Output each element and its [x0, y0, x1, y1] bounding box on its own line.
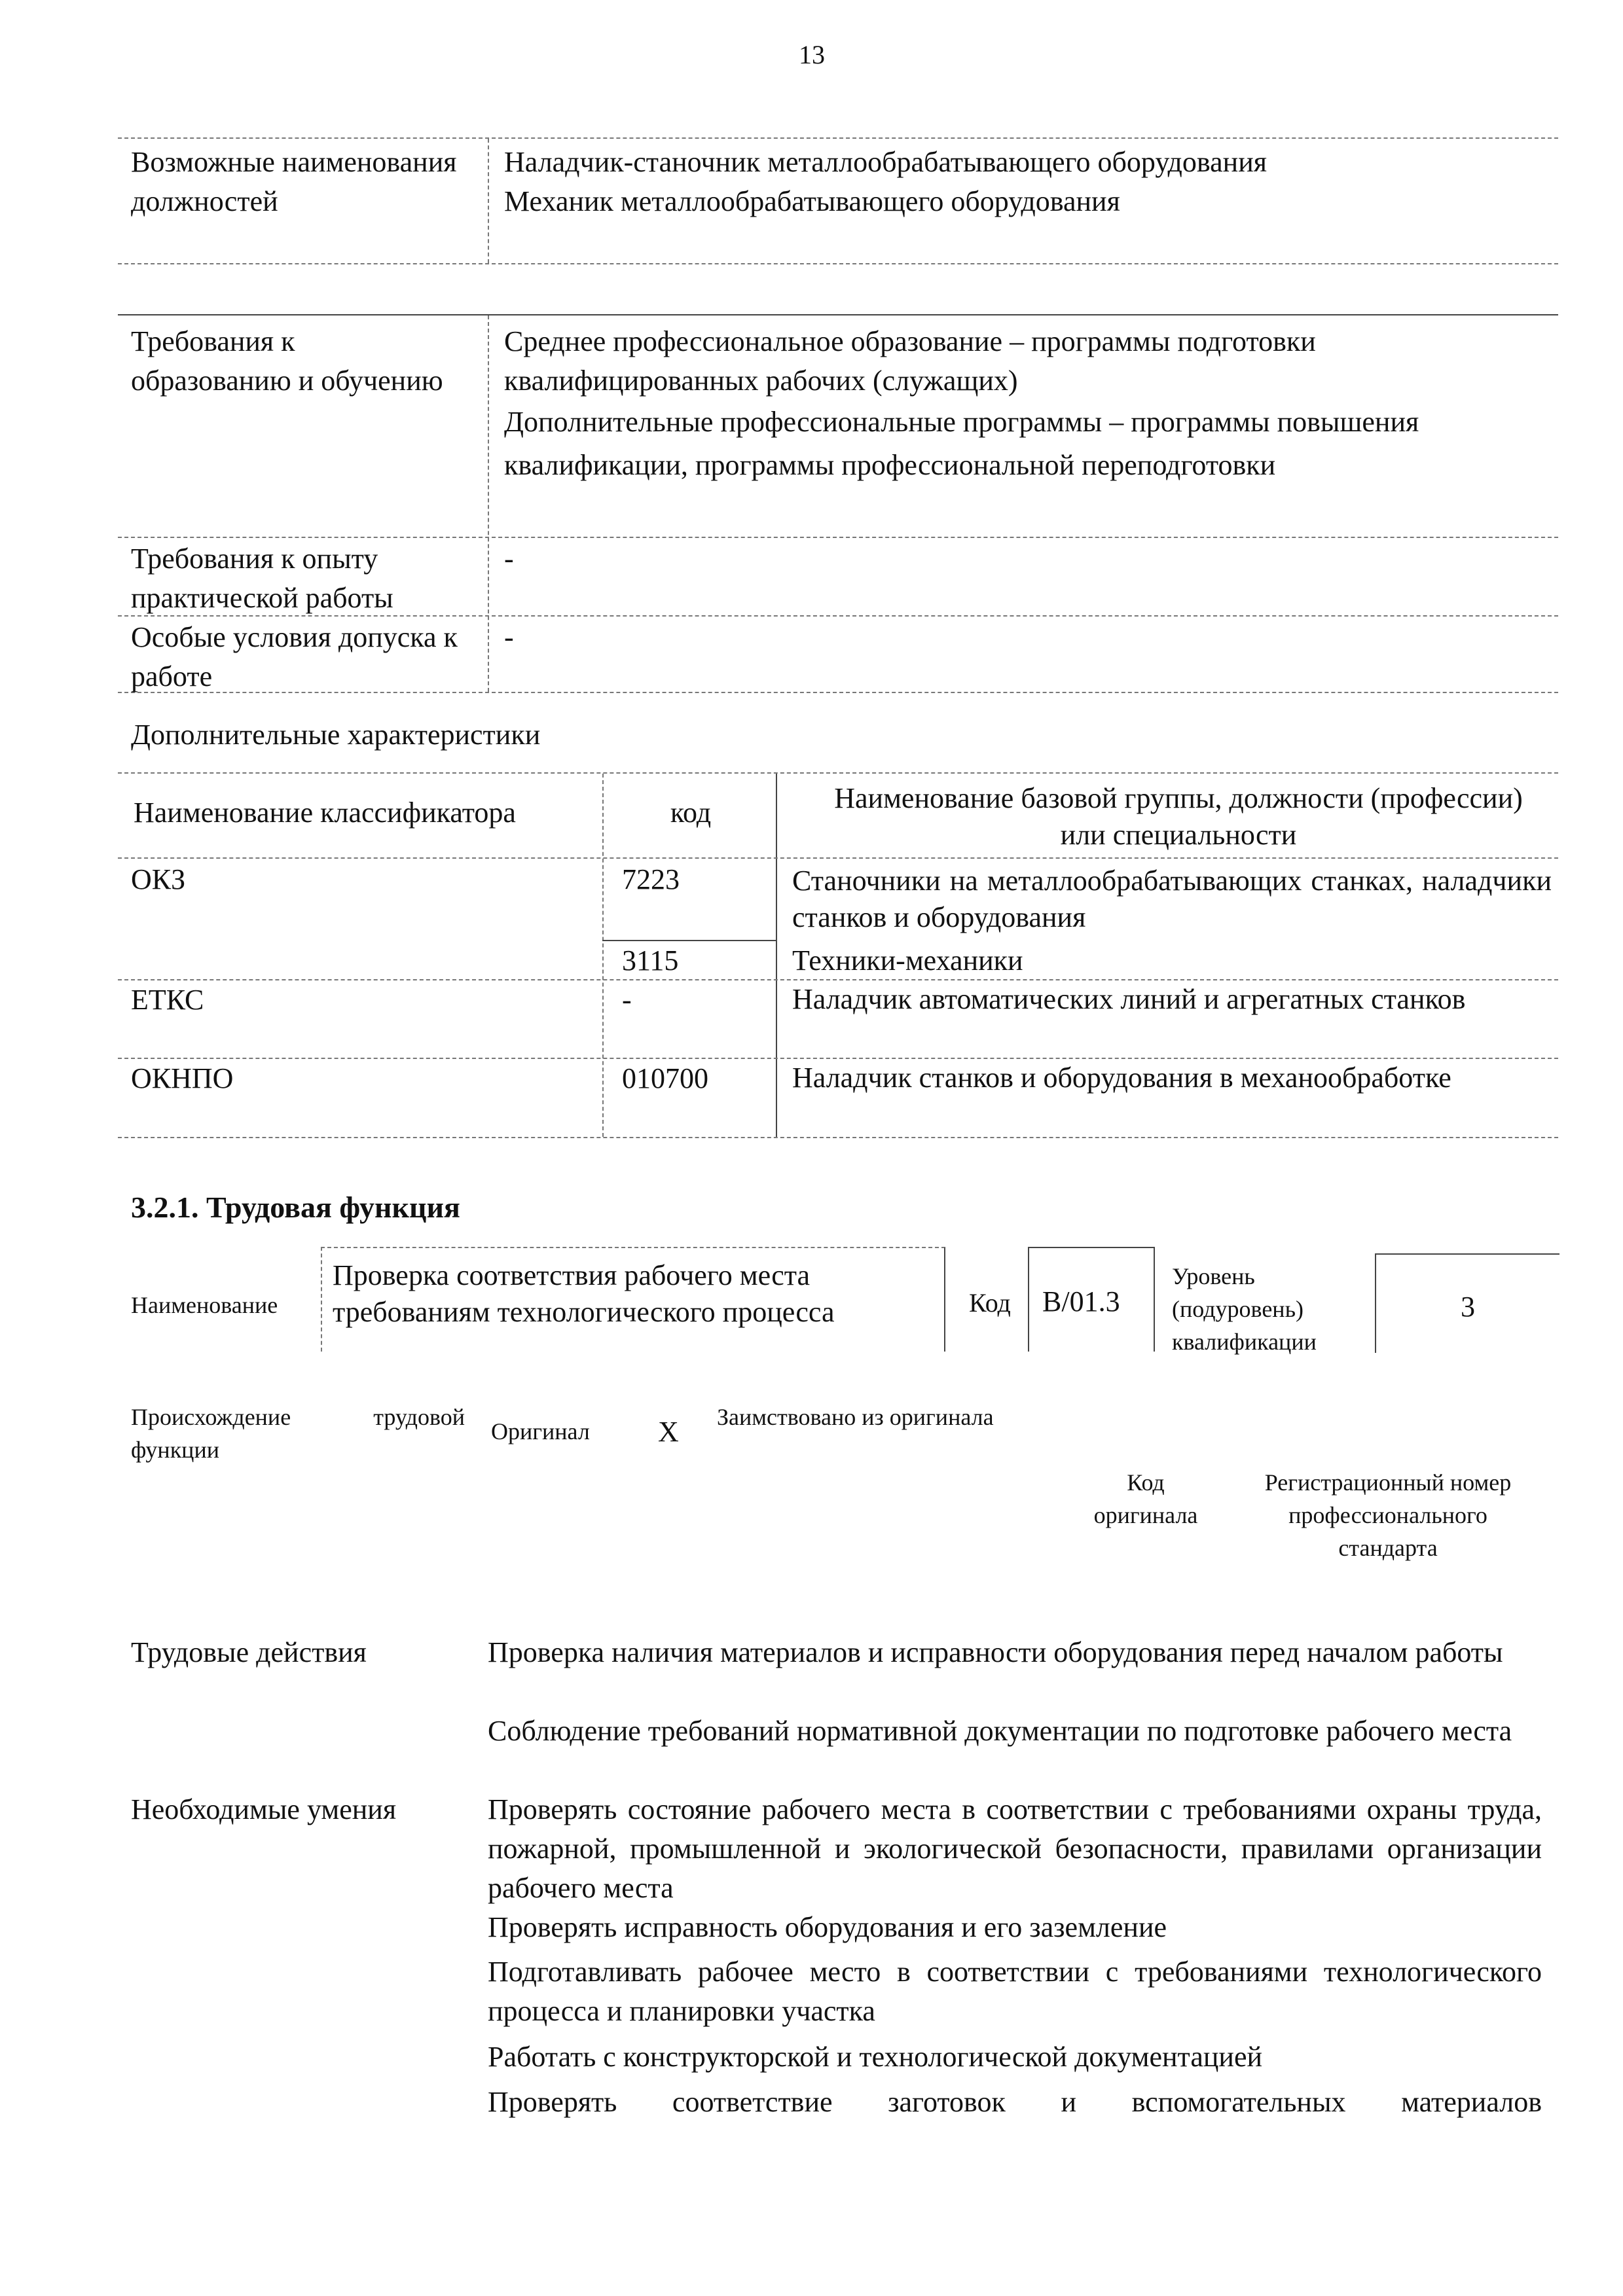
skill-1: Проверять состояние рабочего места в соответствии с требованиями охраны труда, пожарной, промышленной и экологической безопасности, правилами организации рабочего места — [488, 1793, 1542, 1904]
function-name-value: Проверка соответствия рабочего места требованиям технологического процесса — [333, 1259, 835, 1328]
positions-table — [118, 137, 1558, 264]
code-label: Код — [969, 1288, 1011, 1318]
name-machinists — [792, 863, 1552, 936]
education-label: Требования к образованию и обучению — [131, 325, 443, 397]
education-line-1: Среднее профессиональное образование – программы подготовки квалифицированных рабочих (служащих) — [504, 325, 1316, 397]
skill-4: Работать с конструкторской и технологической документацией — [488, 2041, 1263, 2073]
header-code: код — [670, 797, 712, 829]
position-2: Механик металлообрабатывающего оборудования — [504, 185, 1120, 217]
col-divider-1 — [602, 774, 604, 1137]
classifier-okz: ОКЗ — [131, 863, 186, 895]
classifiers-table — [118, 772, 1558, 1138]
name-adjuster-lines: Наладчик автоматических линий и агрегатных станков — [792, 983, 1466, 1015]
skill-3: Подготавливать рабочее место в соответствии с требованиями технологического процесса и планировки участка — [488, 1956, 1542, 2027]
name-technicians: Техники-механики — [792, 944, 1023, 977]
original-label: Оригинал — [491, 1418, 590, 1444]
action-2: Соблюдение требований нормативной документации по подготовке рабочего места — [488, 1715, 1512, 1747]
skill-5: Проверять соответствие заготовок и вспомогательных материалов — [488, 2086, 1542, 2118]
education-line-2: Дополнительные профессиональные программы – программы повышения квалификации, программы профессиональной переподготовки — [504, 406, 1419, 481]
origin-code-label: Код оригинала — [1093, 1469, 1198, 1528]
experience-label: Требования к опыту практической работы — [131, 543, 393, 614]
code-box — [1028, 1247, 1155, 1352]
name-machinists-text: Станочники на металлообрабатывающих станках, наладчики станков и оборудования — [792, 865, 1552, 933]
row-separator — [118, 537, 1558, 538]
borrowed-label: Заимствовано из оригинала — [717, 1404, 994, 1430]
code-7223: 7223 — [622, 863, 680, 895]
reg-number-label: Регистрационный номер профессионального стандарта — [1264, 1469, 1512, 1561]
classifier-etks: ЕТКС — [131, 984, 204, 1016]
original-mark: X — [658, 1416, 679, 1448]
additional-title: Дополнительные характеристики — [131, 719, 541, 751]
code-etks: - — [622, 984, 632, 1016]
function-title: 3.2.1. Трудовая функция — [131, 1191, 460, 1224]
header-classifier: Наименование классификатора — [134, 797, 516, 829]
page-number: 13 — [799, 40, 825, 69]
positions-divider — [488, 139, 489, 263]
function-name-box — [321, 1247, 945, 1352]
row-separator — [118, 615, 1558, 617]
actions-label: Трудовые действия — [131, 1636, 367, 1668]
position-1: Наладчик-станочник металлообрабатывающего оборудования — [504, 146, 1267, 178]
header-name: Наименование базовой группы, должности (профессии) или специальности — [834, 782, 1523, 851]
level-value: 3 — [1461, 1291, 1475, 1323]
special-conditions-label: Особые условия допуска к работе — [131, 621, 458, 692]
col-divider-2 — [776, 774, 777, 1137]
code-value: B/01.3 — [1042, 1285, 1120, 1318]
function-name-label: Наименование — [131, 1292, 278, 1318]
level-box — [1375, 1253, 1559, 1353]
header-separator — [118, 857, 1558, 859]
requirements-divider — [488, 315, 489, 692]
skills-label: Необходимые умения — [131, 1793, 397, 1825]
requirements-table — [118, 314, 1558, 693]
code-3115: 3115 — [622, 944, 679, 977]
special-conditions-value: - — [504, 621, 514, 653]
code-010700: 010700 — [622, 1062, 708, 1094]
origin-label: Происхождение трудовой функции — [131, 1404, 465, 1463]
action-1: Проверка наличия материалов и исправности оборудования перед началом работы — [488, 1636, 1503, 1668]
skill-2: Проверять исправность оборудования и его заземление — [488, 1911, 1167, 1943]
classifier-oknpo: ОКНПО — [131, 1062, 234, 1094]
experience-value: - — [504, 543, 514, 575]
positions-label: Возможные наименования должностей — [131, 146, 457, 217]
name-adjuster-machining: Наладчик станков и оборудования в механообработке — [792, 1062, 1451, 1094]
level-label: Уровень (подуровень) квалификации — [1172, 1263, 1317, 1355]
